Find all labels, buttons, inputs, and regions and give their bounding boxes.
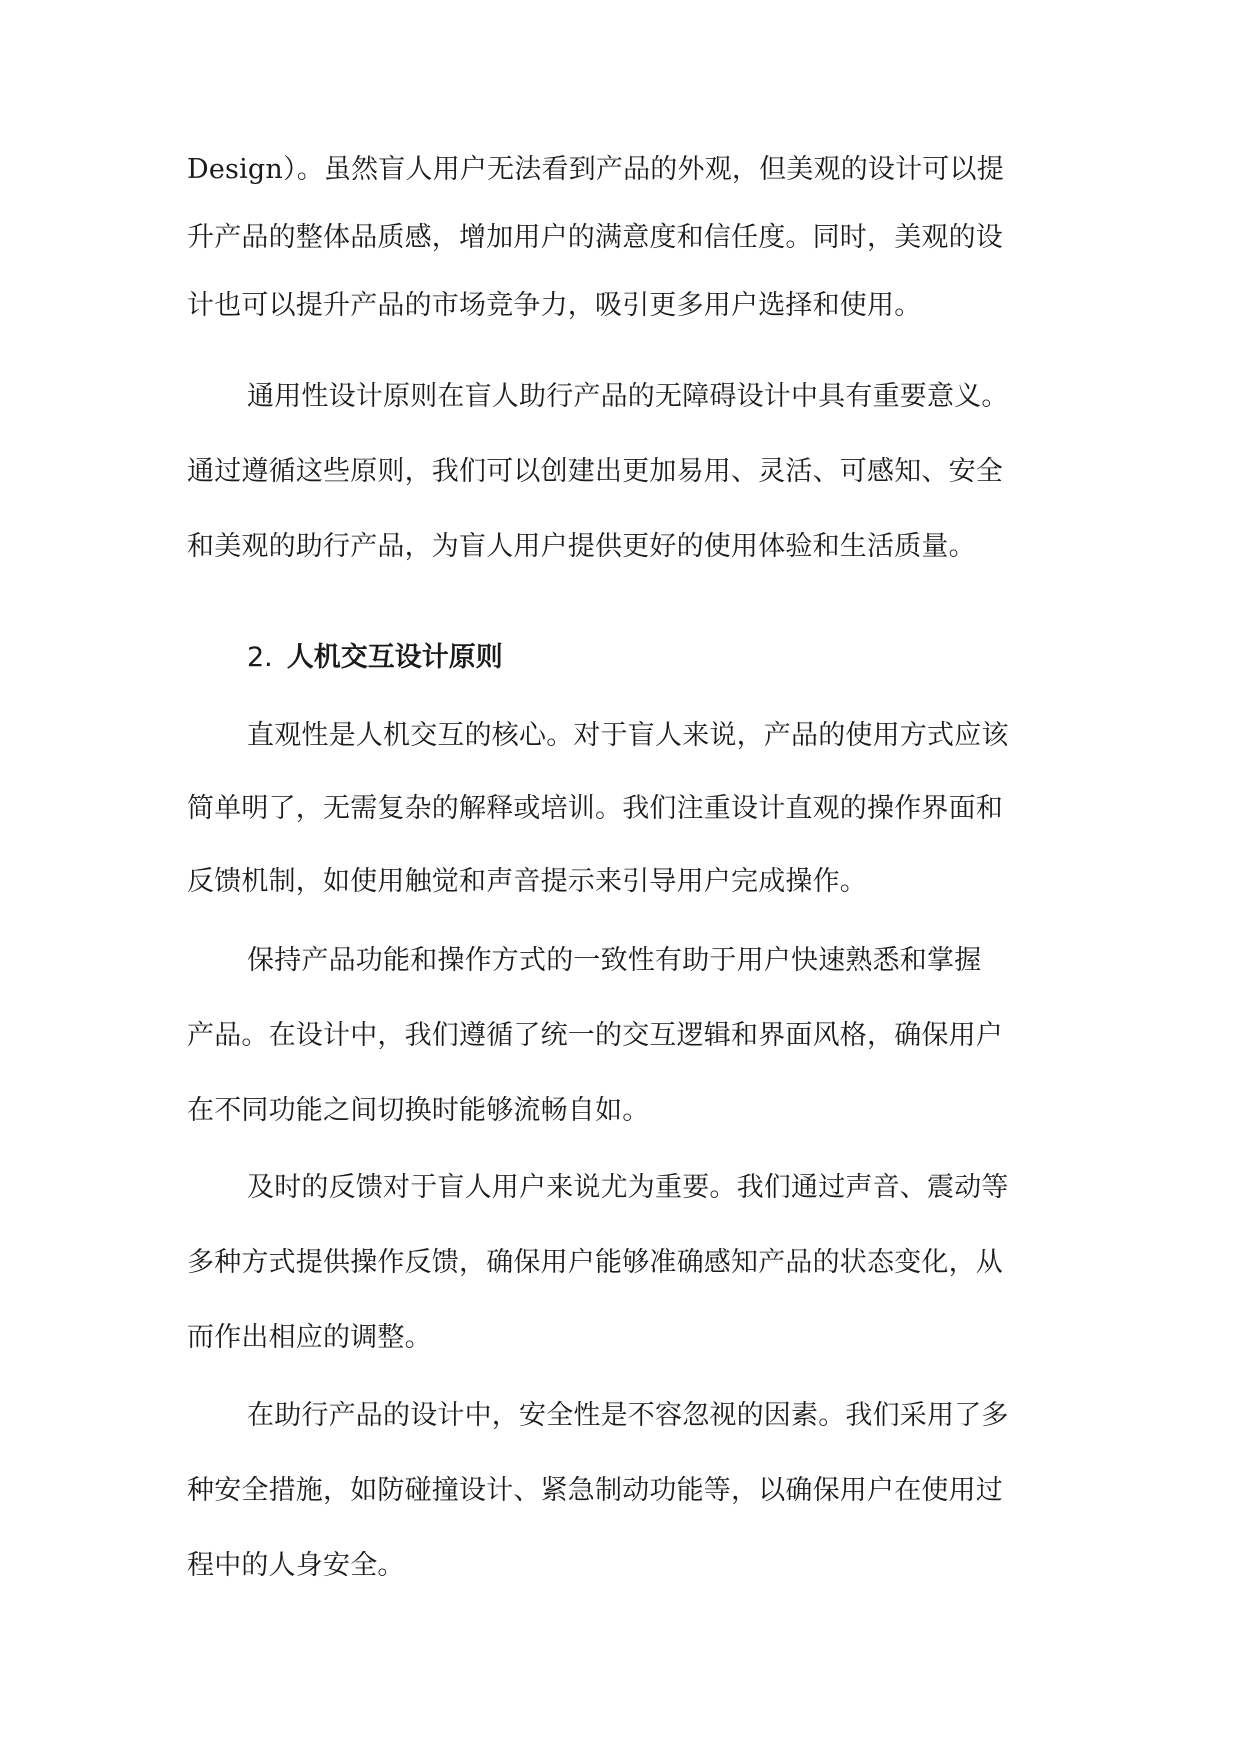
paragraph-line: Design）。虽然盲人用户无法看到产品的外观，但美观的设计可以提: [187, 154, 1004, 185]
paragraph-line: 在不同功能之间切换时能够流畅自如。: [187, 1095, 650, 1126]
paragraph-line: 和美观的助行产品，为盲人用户提供更好的使用体验和生活质量。: [187, 531, 976, 562]
paragraph-line: 保持产品功能和操作方式的一致性有助于用户快速熟悉和掌握: [247, 945, 982, 976]
section-title: 人机交互设计原则: [286, 642, 503, 673]
paragraph-line: 而作出相应的调整。: [187, 1322, 432, 1353]
paragraph-line: 计也可以提升产品的市场竞争力，吸引更多用户选择和使用。: [187, 290, 922, 321]
paragraph-line: 升产品的整体品质感，增加用户的满意度和信任度。同时，美观的设: [187, 222, 1003, 253]
paragraph-line: 反馈机制，如使用触觉和声音提示来引导用户完成操作。: [187, 866, 867, 897]
paragraph-line: 通过遵循这些原则，我们可以创建出更加易用、灵活、可感知、安全: [187, 456, 1003, 487]
paragraph-line: 在助行产品的设计中，安全性是不容忽视的因素。我们采用了多: [247, 1400, 1009, 1431]
paragraph-line: 产品。在设计中，我们遵循了统一的交互逻辑和界面风格，确保用户: [187, 1020, 1003, 1051]
paragraph-line: 简单明了，无需复杂的解释或培训。我们注重设计直观的操作界面和: [187, 793, 1003, 824]
paragraph-line: 程中的人身安全。: [187, 1550, 405, 1581]
paragraph-line: 种安全措施，如防碰撞设计、紧急制动功能等，以确保用户在使用过: [187, 1475, 1003, 1506]
section-number: 2.: [247, 642, 273, 673]
paragraph-line: 直观性是人机交互的核心。对于盲人来说，产品的使用方式应该: [247, 720, 1009, 751]
paragraph-line: 通用性设计原则在盲人助行产品的无障碍设计中具有重要意义。: [247, 381, 1009, 412]
paragraph-line: 多种方式提供操作反馈，确保用户能够准确感知产品的状态变化，从: [187, 1247, 1003, 1278]
section-heading: [247, 638, 503, 678]
paragraph-line: 及时的反馈对于盲人用户来说尤为重要。我们通过声音、震动等: [247, 1172, 1009, 1203]
